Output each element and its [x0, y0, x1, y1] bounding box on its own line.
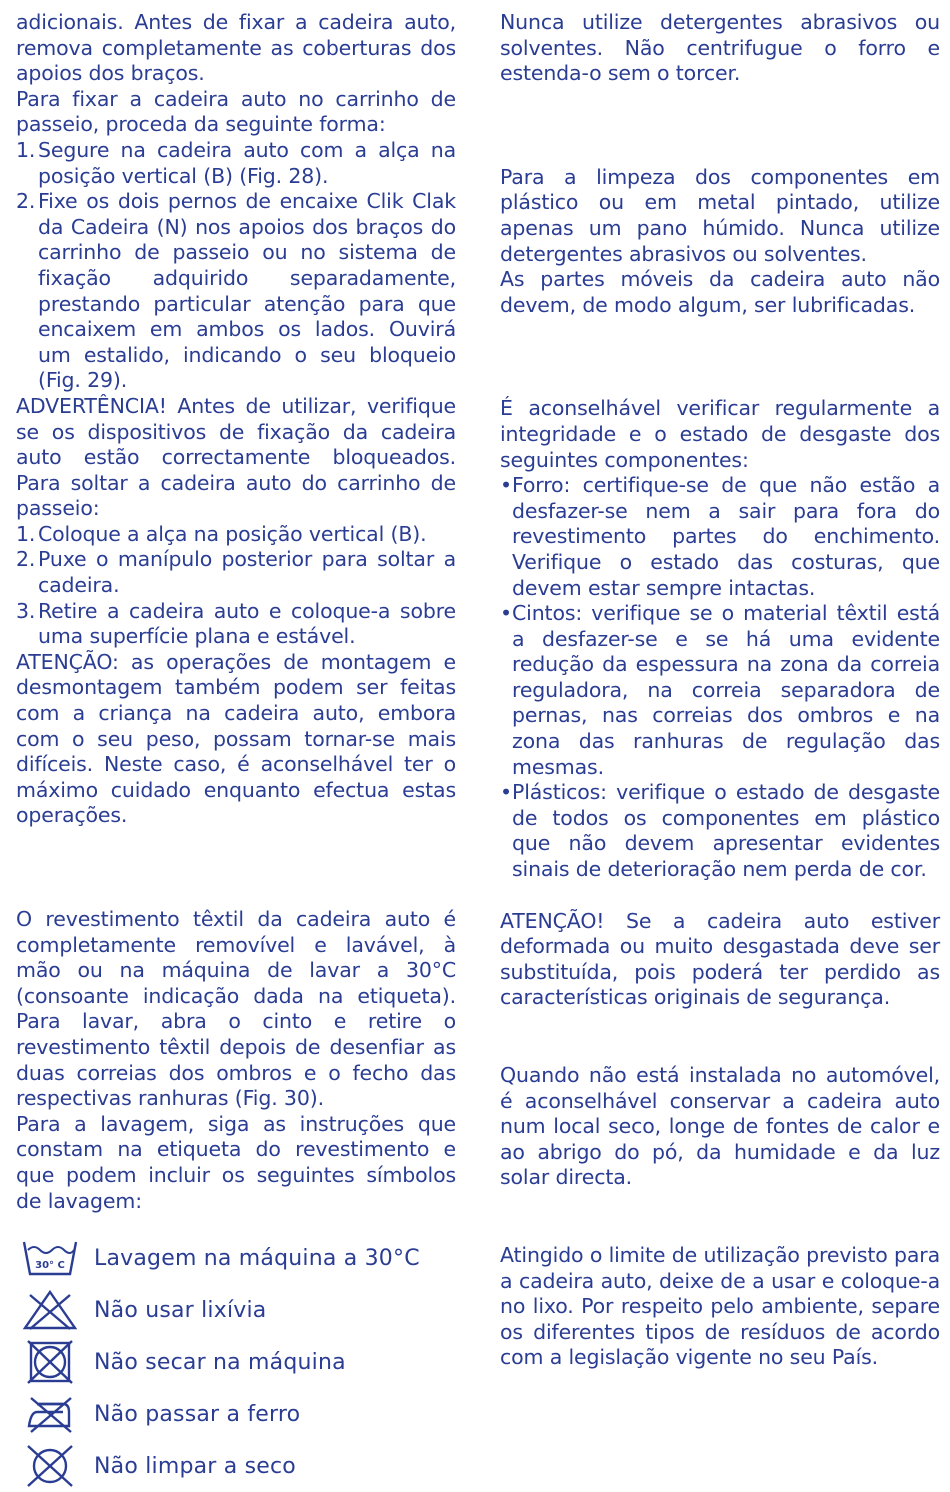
check-items-list [500, 473, 940, 883]
symbol-label: Não passar a ferro [94, 1401, 301, 1427]
fix-intro-paragraph: Para fixar a cadeira auto no carrinho de passeio, proceda da seguinte forma: [16, 86, 456, 137]
washing-paragraph: Para a lavagem, siga as instruções que constam na etiqueta do revestimento e que podem incluir os seguintes símbolos de lavagem: [16, 1111, 456, 1213]
intro-paragraph: adicionais. Antes de fixar a cadeira auto, remova completamente as coberturas dos apoios dos braços. [16, 10, 456, 86]
no-bleach-icon [20, 1287, 80, 1333]
storage-paragraph: Quando não está instalada no automóvel, é aconselhável conservar a cadeira auto num local seco, longe de fontes de calor e ao abrigo do pó, da humidade e da luz solar directa. [500, 1063, 940, 1190]
disposal-paragraph: Atingido o limite de utilização previsto para a cadeira auto, deixe de a usar e coloque-a no lixo. Por respeito pelo ambiente, separe os diferentes tipos de resíduos de acordo com a legislação vigente no seu País. [500, 1242, 940, 1370]
no-iron-icon [20, 1391, 80, 1437]
symbol-label: Não limpar a seco [94, 1453, 296, 1479]
deformed-paragraph: ATENÇÃO! Se a cadeira auto estiver deformada ou muito desgastada deve ser substituída, pois poderá ter perdido as características originais de segurança. [500, 908, 940, 1010]
symbol-row-no-tumble-dry [16, 1336, 456, 1388]
list-item: • Plásticos: verifique o estado de desgaste de todos os componentes em plástico que não devem apresentar evidentes sinais de deterioração nem perda de cor. [500, 780, 940, 882]
symbol-row-wash-30 [16, 1232, 456, 1284]
list-item: 2. Puxe o manípulo posterior para soltar a cadeira. [16, 547, 456, 598]
plastic-clean-paragraph: Para a limpeza dos componentes em plástico ou em metal pintado, utilize apenas um pano húmido. Nunca utilize detergentes abrasivos ou solventes. [500, 164, 940, 266]
no-tumble-dry-icon [20, 1339, 80, 1385]
list-item: 3. Retire a cadeira auto e coloque-a sobre uma superfície plana e estável. [16, 598, 456, 649]
symbol-row-no-dry-clean [16, 1440, 456, 1492]
svg-text:30° C: 30° C [35, 1260, 65, 1272]
wash-30-icon [20, 1235, 80, 1281]
right-column [500, 10, 940, 1371]
symbol-label: Não usar lixívia [94, 1297, 267, 1323]
symbol-label: Não secar na máquina [94, 1349, 346, 1375]
check-intro-paragraph: É aconselhável verificar regularmente a integridade e o estado de desgaste dos seguintes componentes: [500, 396, 940, 472]
fix-steps-list [16, 138, 456, 394]
list-item: • Cintos: verifique se o material têxtil está a desfazer-se e se há uma evidente redução da espessura na zona da correia reguladora, na correia separadora de pernas, nas correias dos ombros e na zona das ranhuras de regulação das mesmas. [500, 601, 940, 779]
washing-symbols [16, 1232, 456, 1492]
detergent-paragraph: Nunca utilize detergentes abrasivos ou solventes. Não centrifugue o forro e estenda-o sem o torcer. [500, 10, 940, 86]
list-item: • Forro: certifique-se de que não estão a desfazer-se nem a sair para fora do revestimento partes do enchimento. Verifique o estado das costuras, que devem estar sempre intactas. [500, 473, 940, 600]
left-column [16, 10, 456, 1492]
release-steps-list [16, 522, 456, 650]
symbol-row-no-bleach [16, 1284, 456, 1336]
list-item: 1. Coloque a alça na posição vertical (B). [16, 521, 427, 546]
moving-parts-paragraph: As partes móveis da cadeira auto não devem, de modo algum, ser lubrificadas. [500, 267, 940, 317]
list-item: 2. Fixe os dois pernos de encaixe Clik Clak da Cadeira (N) nos apoios dos braços do carrinho de passeio ou no sistema de fixação adquirido separadamente, prestando particular atenção para que encaixem em ambos os lados. Ouvirá um estalido, indicando o seu bloqueio (Fig. 29). [16, 189, 456, 393]
warning-paragraph: ADVERTÊNCIA! Antes de utilizar, verifique se os dispositivos de fixação da cadeira auto estão correctamente bloqueados. Para soltar a cadeira auto do carrinho de passeio: [16, 393, 456, 521]
no-dry-clean-icon [20, 1443, 80, 1489]
symbol-label: Lavagem na máquina a 30°C [94, 1245, 420, 1271]
symbol-row-no-iron [16, 1388, 456, 1440]
textile-paragraph: O revestimento têxtil da cadeira auto é completamente removível e lavável, à mão ou na máquina de lavar a 30°C (consoante indicação dada na etiqueta). Para lavar, abra o cinto e retire o revestimento têxtil depois de desenfiar as duas correias dos ombros e o fecho das respectivas ranhuras (Fig. 30). [16, 907, 456, 1111]
list-item: 1. Segure na cadeira auto com a alça na posição vertical (B) (Fig. 28). [16, 137, 456, 188]
attention-paragraph: ATENÇÃO: as operações de montagem e desmontagem também podem ser feitas com a criança na cadeira auto, embora com o seu peso, possam tornar-se mais difíceis. Neste caso, é aconselhável ter o máximo cuidado enquanto efectua estas operações. [16, 649, 456, 828]
